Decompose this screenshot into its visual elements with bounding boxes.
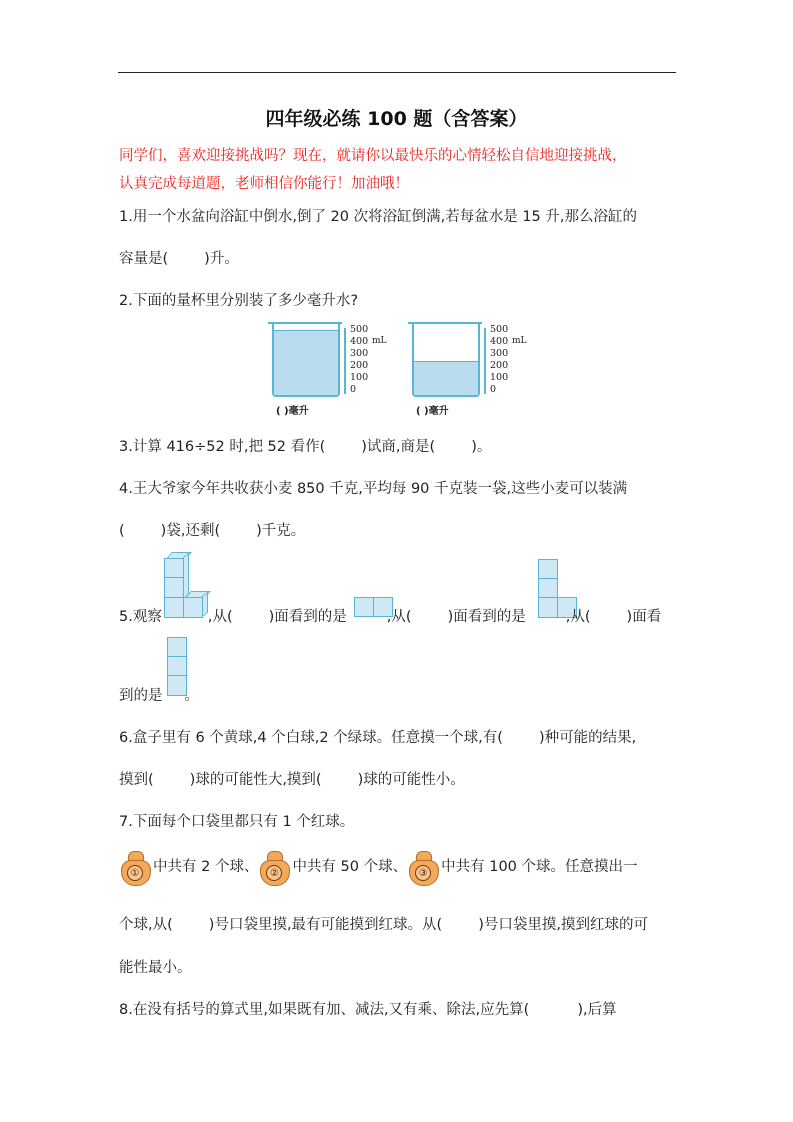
question-1-text-b: )升。: [204, 251, 239, 267]
question-5-text-g: )面看: [626, 609, 662, 625]
question-5-text-b: ,从(: [207, 609, 233, 625]
question-7-line-2: [119, 913, 648, 934]
question-4-text-c: )千克。: [256, 523, 306, 539]
beaker-scale: [344, 328, 349, 394]
question-5-text-a: 5.观察: [119, 609, 162, 625]
question-5-text-h: 到的是: [119, 688, 163, 704]
question-7-text-b: )号口袋里摸,最有可能摸到红球。从(: [208, 917, 443, 933]
question-5-text-d: ,从(: [386, 609, 412, 625]
question-1-text-a: 容量是(: [119, 251, 169, 267]
question-6-text-a: 6.盒子里有 6 个黄球,4 个白球,2 个绿球。任意摸一个球,有(: [119, 730, 503, 746]
question-5-text-c: )面看到的是: [268, 609, 347, 625]
question-5-text-f: ,从(: [565, 609, 591, 625]
scale-labels: 500 400 300 200 100 0: [490, 324, 509, 395]
question-7-text: 7.下面每个口袋里都只有 1 个红球。: [119, 814, 355, 830]
water-level: [414, 361, 478, 395]
beaker-1: [268, 320, 398, 418]
question-4-text-b: )袋,还剩(: [160, 523, 221, 539]
bag-icon-2: ②: [258, 848, 292, 886]
question-1-line-2: [119, 247, 239, 268]
question-3-text-c: )。: [471, 439, 492, 455]
bag-icon-3: ③: [407, 848, 441, 886]
bag-icon-1: ①: [119, 848, 153, 886]
intro-line-2: 认真完成每道题，老师相信你能行！加油哦！: [119, 176, 409, 192]
unit-label: mL: [372, 336, 387, 346]
question-7-text-a: 个球,从(: [119, 917, 173, 933]
question-5-line-2: [119, 684, 199, 705]
intro-line-1: 同学们，喜欢迎接挑战吗？现在，就请你以最快乐的心情轻松自信地迎接挑战，: [119, 148, 627, 164]
beaker-caption: ( )毫升: [416, 406, 449, 417]
beaker-2: [408, 320, 538, 418]
question-4-text-a: (: [119, 523, 125, 539]
question-3: [119, 435, 491, 456]
beaker-cup: [272, 324, 340, 397]
bag-1-label: 中共有 2 个球、: [153, 859, 259, 875]
question-3-text-a: 3.计算 416÷52 时,把 52 看作(: [119, 439, 326, 455]
question-3-text-b: )试商,商是(: [361, 439, 436, 455]
water-level: [274, 330, 338, 395]
question-8: [119, 998, 617, 1019]
page-title: 四年级必练 100 题（含答案）: [265, 108, 528, 130]
question-4-line-2: [119, 519, 305, 540]
question-7-bags-line: [119, 848, 638, 886]
bag-2-label: 中共有 50 个球、: [292, 859, 408, 875]
question-8-text-a: 8.在没有括号的算式里,如果既有加、减法,又有乘、除法,应先算(: [119, 1002, 530, 1018]
question-6-text-b: )种可能的结果,: [538, 730, 637, 746]
beaker-cup: [412, 324, 480, 397]
question-4-line-1: 4.王大爷家今年共收获小麦 850 千克,平均每 90 千克装一袋,这些小麦可以装满: [119, 481, 628, 497]
beaker-figures: [268, 320, 538, 418]
question-6-text-e: )球的可能性小。: [357, 772, 465, 788]
scale-labels: 500 400 300 200 100 0: [350, 324, 369, 395]
question-6-line-1: [119, 726, 636, 747]
beaker-scale: [484, 328, 489, 394]
question-5-text-i: 。: [184, 688, 199, 704]
question-1-line-1: 1.用一个水盆向浴缸中倒水,倒了 20 次将浴缸倒满,若每盆水是 15 升,那么浴缸的: [119, 209, 637, 225]
question-5-text-e: )面看到的是: [447, 609, 526, 625]
beaker-caption: ( )毫升: [276, 406, 309, 417]
question-6-text-d: )球的可能性大,摸到(: [189, 772, 322, 788]
question-5-line-1: [119, 605, 661, 626]
question-8-text-b: ),后算: [577, 1002, 617, 1018]
question-6-text-c: 摸到(: [119, 772, 154, 788]
bag-3-label: 中共有 100 个球。任意摸出一: [441, 859, 638, 875]
header-rule: [118, 72, 676, 73]
question-7-text-c: )号口袋里摸,摸到红球的可: [478, 917, 648, 933]
question-6-line-2: [119, 768, 465, 789]
question-2-text: 2.下面的量杯里分别装了多少毫升水?: [119, 293, 359, 309]
question-7-line-3: 能性最小。: [119, 960, 192, 976]
unit-label: mL: [512, 336, 527, 346]
